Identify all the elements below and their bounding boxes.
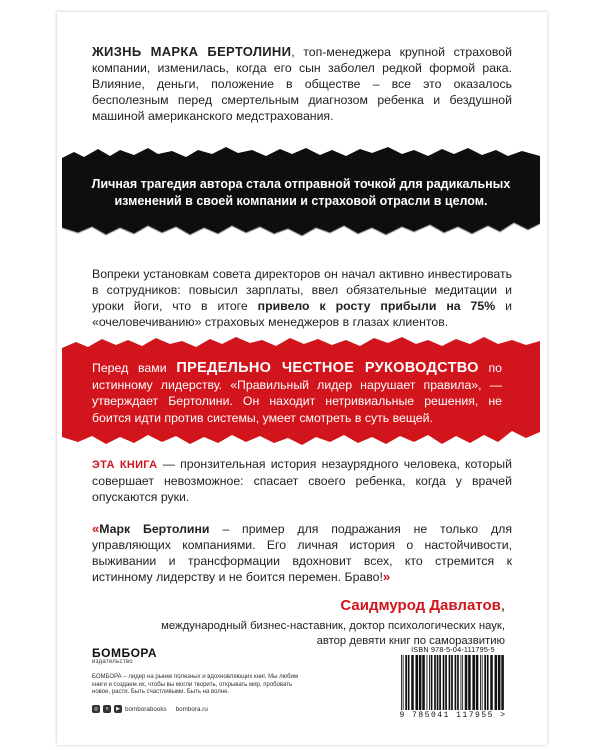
invest-text-before: Вопреки установкам совета директоров он начал активно инвестировать в сотрудников: повысил зарплаты, ввел обязательные медитации и уроки йоги, что в итоге xyxy=(92,267,512,313)
barcode-bar xyxy=(451,655,453,710)
invest-text-after: и «очеловечиванию» страховых менеджеров в глазах клиентов. xyxy=(92,299,512,329)
barcode-bar xyxy=(403,655,404,710)
barcode-bar xyxy=(443,655,445,710)
barcode-bar xyxy=(449,655,451,710)
barcode-bar xyxy=(476,655,479,710)
author-name-comma: , xyxy=(500,597,505,614)
barcode-bar xyxy=(487,655,489,710)
barcode-digits: 9 785041 117955 > xyxy=(399,711,507,720)
intro-text: , топ-менеджера крупной страховой компании, изменилась, когда его сын заболел редкой формой рака. Влияние, деньги, положение в обществе – все это оказалось бесполезным перед смертельным диагнозом ребенка и бездушной машиной американского медстрахования. xyxy=(92,45,512,123)
barcode-bar xyxy=(419,655,422,710)
red-band-after: по истинному лидерству. «Правильный лидер нарушает правила», — утверждает Бертолини. Он находит нетривиальные решения, не боится идти против системы, умеет смотреть в суть вещей. xyxy=(92,361,502,425)
barcode-bar xyxy=(405,655,407,710)
book-lead: ЭТА КНИГА xyxy=(92,459,158,471)
red-band-highlight: ПРЕДЕЛЬНО ЧЕСТНОЕ РУКОВОДСТВО xyxy=(176,360,479,376)
black-torn-band xyxy=(62,144,540,240)
barcode-bar xyxy=(501,655,504,710)
barcode xyxy=(400,655,506,710)
barcode-bar xyxy=(434,655,436,710)
quote-name: Марк Бертолини xyxy=(99,522,210,536)
barcode-bar xyxy=(411,655,414,710)
author-desc-line-1: международный бизнес-наставник, доктор психологических наук, xyxy=(161,620,505,632)
barcode-bar xyxy=(415,655,418,710)
publisher-subtitle: издательство xyxy=(92,659,133,665)
barcode-bar xyxy=(437,655,439,710)
intro-lead: ЖИЗНЬ МАРКА БЕРТОЛИНИ xyxy=(92,44,292,59)
barcode-bar xyxy=(490,655,493,710)
publisher-site: bombora.ru xyxy=(175,705,208,713)
barcode-bar xyxy=(482,655,483,710)
publisher-blurb: БОМБОРА – лидер на рынке полезных и вдохновляющих книг. Мы любим книги и создаем их, чтобы вы могли творить, открывать мир, пробовать новое, расти. Быть счастливыми. Быть на волне. xyxy=(92,674,299,696)
barcode-bar xyxy=(495,655,498,710)
barcode-bar xyxy=(457,655,459,710)
barcode-bar xyxy=(468,655,471,710)
instagram-icon: ◎ xyxy=(93,706,99,712)
barcode-bar xyxy=(401,655,402,710)
barcode-bar xyxy=(480,655,481,710)
intro-paragraph xyxy=(92,44,512,124)
author-desc-line-2: автор девяти книг по саморазвитию xyxy=(316,634,505,647)
invest-highlight: привело к росту прибыли на 75% xyxy=(257,299,496,313)
book-text: — пронзительная история незаурядного человека, который совершает невозможное: спасает своего ребенка, когда у врачей опускаются руки. xyxy=(92,457,513,504)
quote-author-name xyxy=(300,597,505,614)
isbn-text: ISBN 978-5-04-111795-5 xyxy=(411,645,495,654)
barcode-bar xyxy=(439,655,441,710)
barcode-bar xyxy=(445,655,447,710)
barcode-bar xyxy=(462,655,463,710)
barcode-bar xyxy=(472,655,475,710)
barcode-bar xyxy=(484,655,486,710)
barcode-bar xyxy=(465,655,468,710)
barcode-bar xyxy=(429,655,430,710)
invest-paragraph xyxy=(92,266,512,330)
barcode-bar xyxy=(427,655,428,710)
barcode-bar xyxy=(422,655,425,710)
quote-paragraph xyxy=(92,521,512,585)
black-band-text: Личная трагедия автора стала отправной точкой для радикальных изменений в своей компании и страховой отрасли в целом. xyxy=(91,177,511,208)
red-band-text xyxy=(92,360,502,426)
book-paragraph xyxy=(92,456,512,505)
red-band-before: Перед вами xyxy=(92,361,177,375)
publisher-name: БОМБОРА xyxy=(92,646,158,660)
barcode-bar xyxy=(431,655,433,710)
youtube-icon: ▶ xyxy=(114,705,122,713)
barcode-bar xyxy=(498,655,501,710)
author-name-text: Саидмурод Давлатов xyxy=(340,597,501,614)
publisher-logo xyxy=(92,646,172,665)
quote-close-mark: » xyxy=(382,569,391,584)
social-handle: bomborabooks xyxy=(125,705,167,713)
quote-open-mark: « xyxy=(92,521,100,536)
publisher-socials xyxy=(92,704,208,714)
barcode-bar xyxy=(408,655,410,710)
vk-icon: v xyxy=(103,705,111,713)
barcode-bar xyxy=(455,655,457,710)
quote-author-description xyxy=(150,619,505,648)
barcode-bar xyxy=(461,655,462,710)
quote-text: – пример для подражания не только для управляющих компаниями. Его личная история о настойчивости, выживании и трансформации вдохновит всех, кто стремится к истинному лидерству и не боится перемен. Браво! xyxy=(92,522,512,584)
red-torn-band xyxy=(62,332,540,455)
